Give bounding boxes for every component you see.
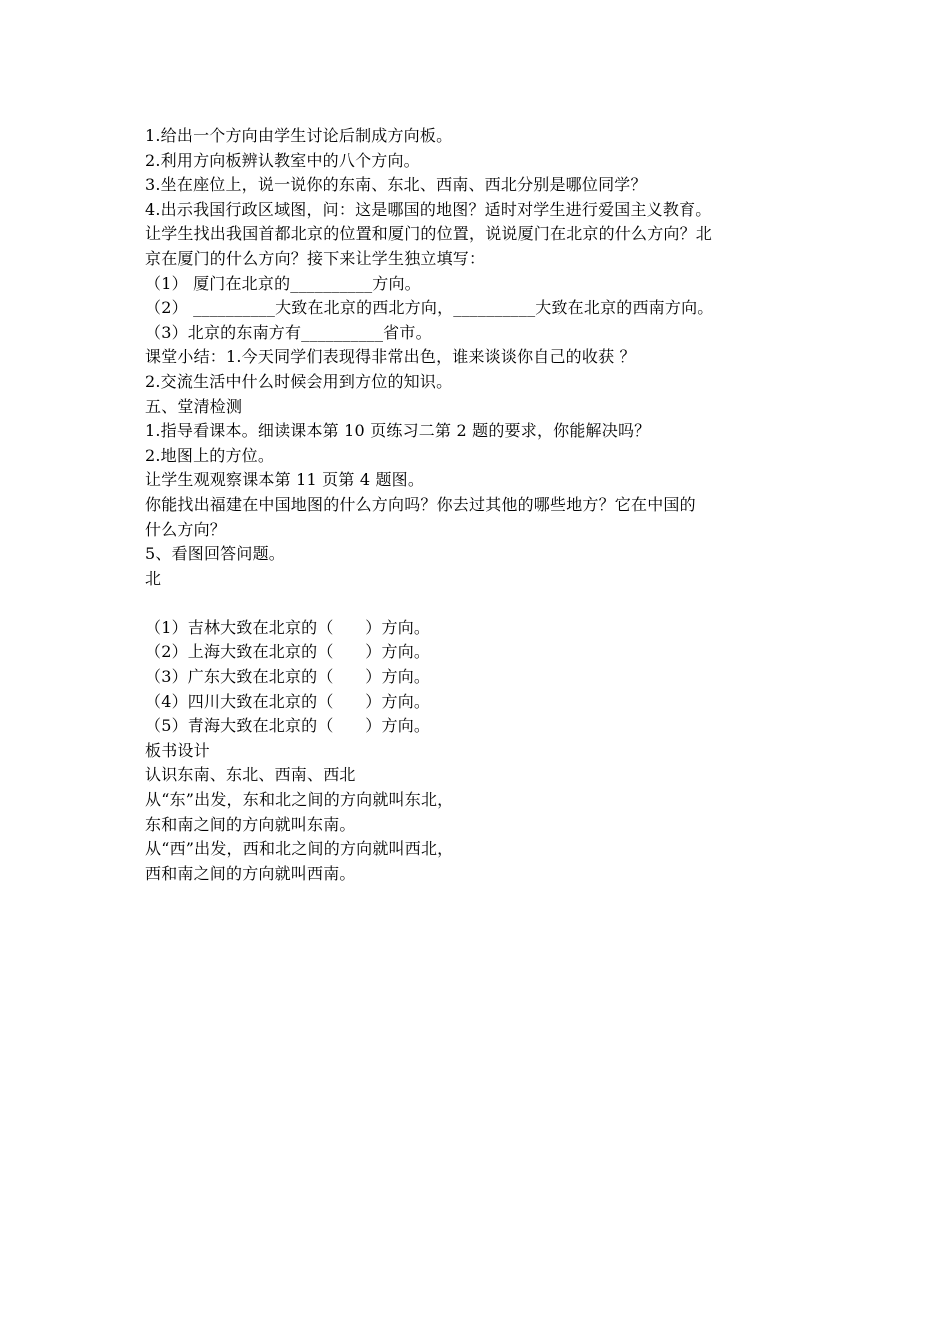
text-line: 4.出示我国行政区域图，问：这是哪国的地图？适时对学生进行爱国主义教育。 [145,199,712,219]
document-body [145,124,825,886]
question-item: （4）四川大致在北京的（ ）方向。 [145,691,431,711]
text-line: 让学生观观察课本第 11 页第 4 题图。 [145,470,425,490]
section-heading: 板书设计 [145,740,210,760]
text-line: 3.坐在座位上，说一说你的东南、东北、西南、西北分别是哪位同学？ [145,175,647,195]
fill-in-item: （3）北京的东南方有__________省市。 [145,322,432,342]
text-line: 课堂小结：1.今天同学们表现得非常出色，谁来谈谈你自己的收获 ？ [145,347,636,367]
text-line: 2.交流生活中什么时候会用到方位的知识。 [145,371,453,391]
question-item: （3）广东大致在北京的（ ）方向。 [145,667,431,687]
text-line: 京在厦门的什么方向？接下来让学生独立填写： [145,248,486,268]
fill-in-item: （1） 厦门在北京的__________方向。 [145,273,421,293]
map-north-label: 北 [145,568,162,588]
text-line: 你能找出福建在中国地图的什么方向吗？你去过其他的哪些地方？它在中国的 [145,494,696,514]
text-line: 2.地图上的方位。 [145,445,275,465]
text-line: 让学生找出我国首都北京的位置和厦门的位置，说说厦门在北京的什么方向？北 [145,224,713,244]
text-line: 西和南之间的方向就叫西南。 [145,863,356,883]
text-line: 1.给出一个方向由学生讨论后制成方向板。 [145,126,453,145]
text-line: 5、看图回答问题。 [145,544,285,564]
text-line: 从“西”出发，西和北之间的方向就叫西北， [145,839,454,859]
question-item: （2）上海大致在北京的（ ）方向。 [145,642,431,662]
section-heading: 五、堂清检测 [145,396,243,416]
text-line: 东和南之间的方向就叫东南。 [145,814,356,834]
text-line: 什么方向？ [145,519,227,539]
text-line: 从“东”出发，东和北之间的方向就叫东北， [145,790,454,810]
text-line: 1.指导看课本。细读课本第 10 页练习二第 2 题的要求，你能解决吗？ [145,421,651,441]
text-line: 2.利用方向板辨认教室中的八个方向。 [145,150,420,170]
blank-line [145,591,825,616]
question-item: （1）吉林大致在北京的（ ）方向。 [145,617,431,637]
text-line: 认识东南、东北、西南、西北 [145,765,356,785]
fill-in-item: （2） __________大致在北京的西北方向，__________大致在北京的西南方向。 [145,298,714,318]
question-item: （5）青海大致在北京的（ ）方向。 [145,716,431,736]
